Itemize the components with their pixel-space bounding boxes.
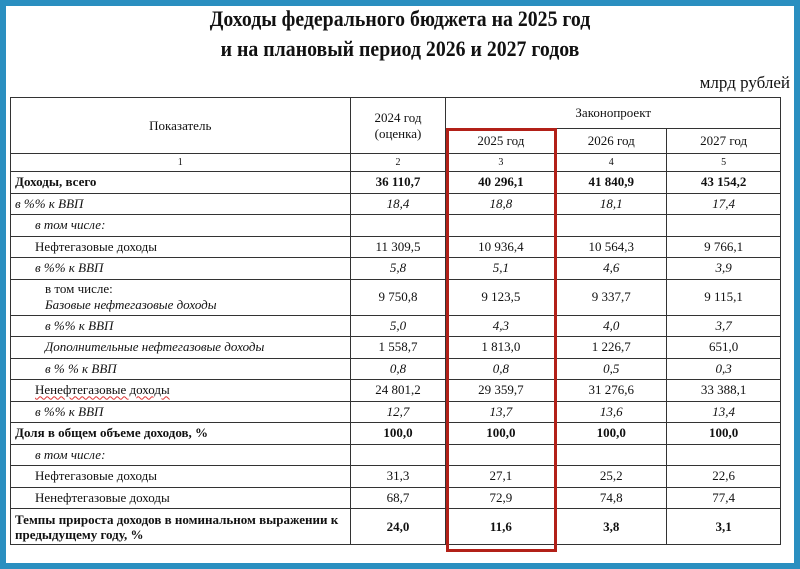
budget-table: [10, 97, 781, 545]
cell-value: 10 564,3: [556, 236, 667, 258]
cell-value: 72,9: [446, 487, 556, 509]
cell-value: 9 766,1: [667, 236, 781, 258]
cell-value: 4,3: [446, 315, 556, 337]
cell-value: 22,6: [667, 466, 781, 488]
cell-value: 10 936,4: [446, 236, 556, 258]
cell-value: [446, 444, 556, 466]
table-row: [11, 172, 781, 194]
cell-value: 41 840,9: [556, 172, 667, 194]
cell-value: 31,3: [350, 466, 446, 488]
col-number: 5: [667, 154, 781, 172]
col-number: 2: [350, 154, 446, 172]
cell-value: 24 801,2: [350, 380, 446, 402]
cell-value: 24,0: [350, 509, 446, 545]
cell-value: 100,0: [556, 423, 667, 445]
cell-value: 0,3: [667, 358, 781, 380]
cell-value: 9 750,8: [350, 279, 446, 315]
table-row: [11, 423, 781, 445]
row-label-text: Ненефтегазовые доходы: [35, 382, 170, 398]
col-number: 3: [446, 154, 556, 172]
cell-value: 1 558,7: [350, 337, 446, 359]
row-label: [11, 258, 351, 280]
header-indicator: Показатель: [11, 98, 351, 154]
table-row: [11, 401, 781, 423]
row-label: [11, 509, 351, 545]
row-label-text: в %% к ВВП: [35, 403, 104, 419]
cell-value: [667, 444, 781, 466]
cell-value: 27,1: [446, 466, 556, 488]
cell-value: 43 154,2: [667, 172, 781, 194]
cell-value: 74,8: [556, 487, 667, 509]
row-label-text: в том числе:: [35, 217, 106, 233]
header-2025: 2025 год: [446, 129, 556, 154]
row-label-text: Дополнительные нефтегазовые доходы: [45, 339, 265, 355]
cell-value: 13,4: [667, 401, 781, 423]
row-label-text: Доходы, всего: [15, 174, 97, 190]
cell-value: 3,9: [667, 258, 781, 280]
table-row: [11, 444, 781, 466]
cell-value: 0,8: [446, 358, 556, 380]
cell-value: [446, 215, 556, 237]
cell-value: 1 226,7: [556, 337, 667, 359]
cell-value: 25,2: [556, 466, 667, 488]
cell-value: 13,6: [556, 401, 667, 423]
page-title: Доходы федерального бюджета на 2025 год и на плановый период 2026 и 2027 годов: [209, 6, 591, 61]
row-label-text: Нефтегазовые доходы: [35, 238, 158, 254]
row-label-text: в %% к ВВП: [45, 317, 114, 333]
row-label: [11, 487, 351, 509]
cell-value: 4,6: [556, 258, 667, 280]
cell-value: 9 337,7: [556, 279, 667, 315]
cell-value: 11 309,5: [350, 236, 446, 258]
row-label: [11, 401, 351, 423]
row-label-text: Ненефтегазовые доходы: [35, 489, 170, 505]
cell-value: 77,4: [667, 487, 781, 509]
table-row: [11, 315, 781, 337]
cell-value: 100,0: [350, 423, 446, 445]
table-row: [11, 487, 781, 509]
cell-value: 9 123,5: [446, 279, 556, 315]
table-row: [11, 380, 781, 402]
cell-value: 4,0: [556, 315, 667, 337]
table-row: [11, 337, 781, 359]
cell-value: 68,7: [350, 487, 446, 509]
row-label: [11, 380, 351, 402]
cell-value: 29 359,7: [446, 380, 556, 402]
row-label-text: Темпы прироста доходов в номинальном выражении к предыдущему году, %: [15, 511, 339, 542]
cell-value: 5,0: [350, 315, 446, 337]
cell-value: 33 388,1: [667, 380, 781, 402]
row-label-text: в %% к ВВП: [35, 260, 104, 276]
table-row: [11, 215, 781, 237]
cell-value: 18,4: [350, 193, 446, 215]
cell-value: 5,1: [446, 258, 556, 280]
row-label: [11, 466, 351, 488]
cell-value: [556, 444, 667, 466]
row-label: [11, 215, 351, 237]
row-label: [11, 236, 351, 258]
table-row: [11, 466, 781, 488]
cell-value: 9 115,1: [667, 279, 781, 315]
cell-value: 100,0: [667, 423, 781, 445]
table-row: [11, 193, 781, 215]
row-label-text: Базовые нефтегазовые доходы: [45, 297, 217, 312]
col-number: 1: [11, 154, 351, 172]
table-row: [11, 509, 781, 545]
row-label-pre: в том числе:: [45, 281, 113, 296]
row-label-text: в % % к ВВП: [45, 360, 117, 376]
header-2027: 2027 год: [667, 129, 781, 154]
cell-value: 0,5: [556, 358, 667, 380]
cell-value: 12,7: [350, 401, 446, 423]
row-label: [11, 279, 351, 315]
row-label: [11, 172, 351, 194]
row-label-text: Доля в общем объеме доходов, %: [15, 425, 209, 441]
cell-value: 5,8: [350, 258, 446, 280]
cell-value: 0,8: [350, 358, 446, 380]
cell-value: 100,0: [446, 423, 556, 445]
cell-value: [350, 215, 446, 237]
table-row: [11, 279, 781, 315]
header-2024: 2024 год (оценка): [350, 98, 446, 154]
cell-value: 18,8: [446, 193, 556, 215]
cell-value: 3,8: [556, 509, 667, 545]
cell-value: 3,1: [667, 509, 781, 545]
cell-value: 40 296,1: [446, 172, 556, 194]
header-2026: 2026 год: [556, 129, 667, 154]
row-label-text: в %% к ВВП: [15, 195, 84, 211]
cell-value: 31 276,6: [556, 380, 667, 402]
cell-value: [556, 215, 667, 237]
col-number: 4: [556, 154, 667, 172]
table-row: [11, 236, 781, 258]
cell-value: 11,6: [446, 509, 556, 545]
cell-value: [350, 444, 446, 466]
table-row: [11, 358, 781, 380]
row-label: [11, 315, 351, 337]
cell-value: 17,4: [667, 193, 781, 215]
cell-value: 3,7: [667, 315, 781, 337]
table-row: [11, 258, 781, 280]
row-label: [11, 444, 351, 466]
cell-value: 13,7: [446, 401, 556, 423]
cell-value: 36 110,7: [350, 172, 446, 194]
cell-value: 18,1: [556, 193, 667, 215]
header-group: Законопроект: [446, 98, 781, 129]
units-label: млрд рублей: [699, 73, 790, 92]
cell-value: 1 813,0: [446, 337, 556, 359]
row-label: [11, 358, 351, 380]
row-label: [11, 193, 351, 215]
cell-value: 651,0: [667, 337, 781, 359]
row-label-text: Нефтегазовые доходы: [35, 468, 158, 484]
row-label-text: в том числе:: [35, 446, 106, 462]
row-label: [11, 423, 351, 445]
row-label: [11, 337, 351, 359]
cell-value: [667, 215, 781, 237]
